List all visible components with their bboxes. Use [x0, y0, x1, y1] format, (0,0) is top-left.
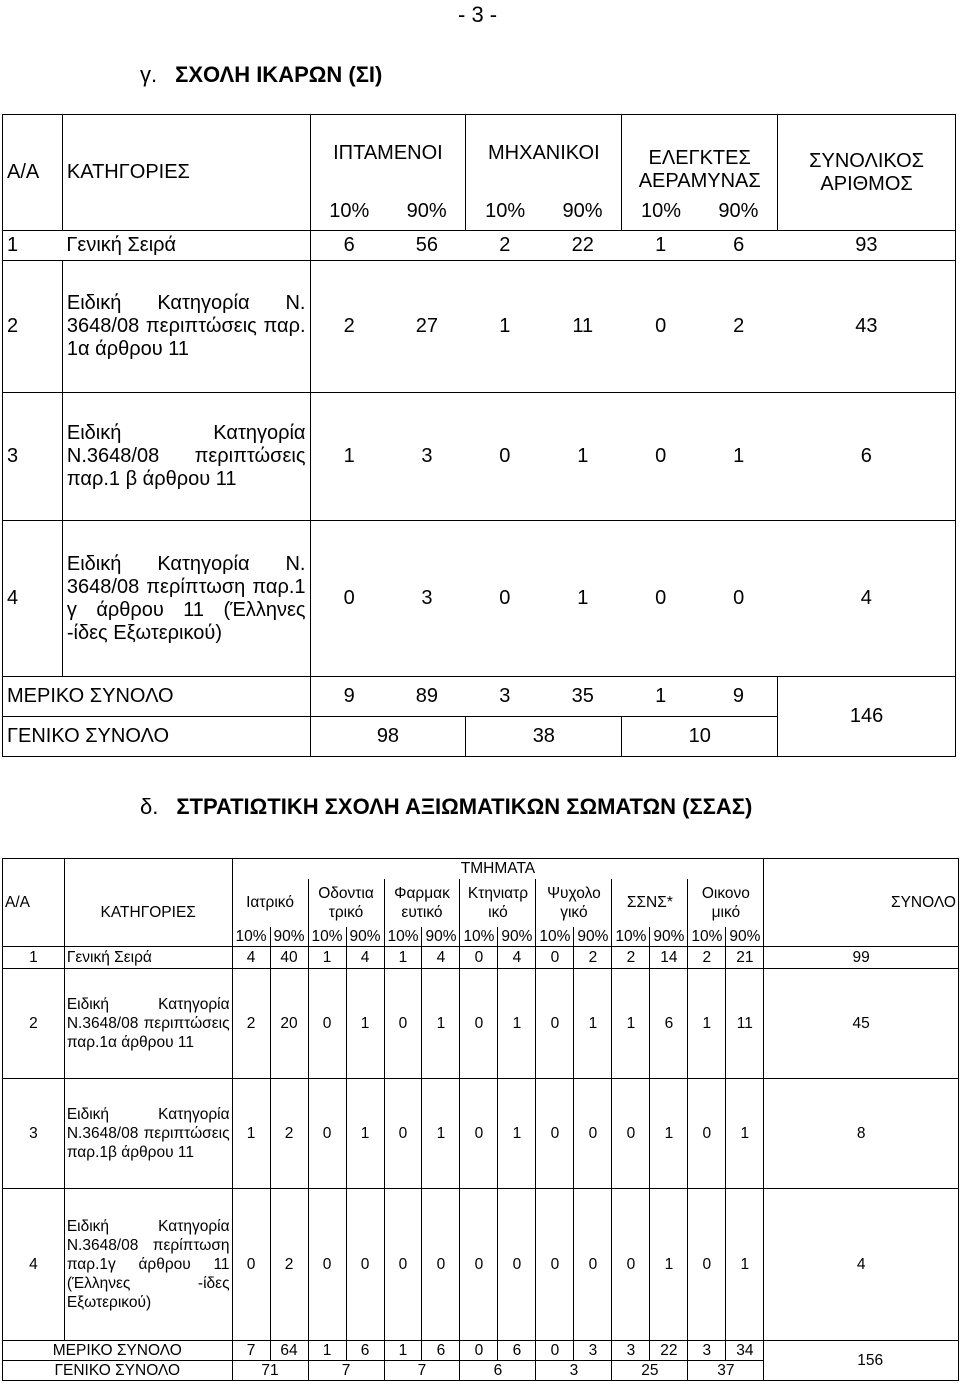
partial-total-value: 34 [726, 1341, 764, 1361]
row-value: 11 [544, 261, 622, 393]
row-aa: 1 [3, 947, 65, 969]
header-group: Οικονο μικό [688, 879, 764, 927]
partial-total-value: 1 [622, 677, 700, 717]
row-value: 0 [384, 1189, 422, 1341]
header-percent: 90% [650, 927, 688, 947]
partial-total-value: 7 [232, 1341, 270, 1361]
table-row [3, 1079, 959, 1189]
header-departments: ΤΜΗΜΑΤΑ [232, 859, 764, 879]
row-value: 0 [536, 947, 574, 969]
partial-total-row [3, 677, 956, 717]
row-value: 2 [270, 1189, 308, 1341]
row-value: 4 [232, 947, 270, 969]
grand-total-group: 98 [310, 717, 466, 757]
row-aa: 4 [3, 521, 63, 677]
row-total: 6 [778, 393, 956, 521]
row-value: 40 [270, 947, 308, 969]
row-value: 0 [612, 1189, 650, 1341]
row-value: 0 [308, 1079, 346, 1189]
section-g-title-text: ΣΧΟΛΗ ΙΚΑΡΩΝ (ΣΙ) [175, 62, 383, 87]
row-category: Ειδική Κατηγορία Ν.3648/08 περιπτώσεις παρ.1α άρθρου 11 [64, 969, 232, 1079]
row-value: 3 [388, 393, 466, 521]
table-row [3, 969, 959, 1079]
header-percent: 10% [232, 927, 270, 947]
grand-total-group: 38 [466, 717, 622, 757]
row-value: 6 [310, 231, 388, 261]
row-value: 1 [346, 1079, 384, 1189]
row-value: 1 [726, 1079, 764, 1189]
row-value: 4 [498, 947, 536, 969]
header-percent: 90% [388, 193, 466, 231]
row-value: 1 [308, 947, 346, 969]
row-value: 22 [544, 231, 622, 261]
header-percent: 10% [612, 927, 650, 947]
row-value: 1 [700, 393, 778, 521]
row-value: 1 [346, 969, 384, 1079]
header-percent: 90% [422, 927, 460, 947]
row-value: 0 [574, 1189, 612, 1341]
row-value: 0 [460, 947, 498, 969]
grand-total-group: 6 [460, 1361, 536, 1381]
partial-total-label: ΜΕΡΙΚΟ ΣΥΝΟΛΟ [3, 677, 311, 717]
row-value: 0 [308, 969, 346, 1079]
header-percent: 90% [544, 193, 622, 231]
header-group: ΜΗΧΑΝΙΚΟΙ [466, 115, 622, 193]
partial-total-label: ΜΕΡΙΚΟ ΣΥΝΟΛΟ [3, 1341, 233, 1361]
row-value: 0 [346, 1189, 384, 1341]
section-d-title [140, 794, 752, 820]
header-categories: ΚΑΤΗΓΟΡΙΕΣ [62, 115, 310, 231]
section-d-title-text: ΣΤΡΑΤΙΩΤΙΚΗ ΣΧΟΛΗ ΑΞΙΩΜΑΤΙΚΩΝ ΣΩΜΑΤΩΝ (ΣΣΑΣ) [176, 794, 753, 819]
partial-total-value: 1 [308, 1341, 346, 1361]
row-value: 0 [232, 1189, 270, 1341]
partial-total-value: 6 [422, 1341, 460, 1361]
partial-total-value: 0 [536, 1341, 574, 1361]
section-g-title [140, 62, 382, 88]
grand-total-group: 71 [232, 1361, 308, 1381]
partial-total-value: 6 [346, 1341, 384, 1361]
header-percent: 90% [574, 927, 612, 947]
row-category: Ειδική Κατηγορία Ν. 3648/08 περίπτωση παρ.1 γ άρθρου 11 (Έλληνες -ίδες Εξωτερικού) [62, 521, 310, 677]
row-value: 0 [460, 1189, 498, 1341]
partial-total-value: 3 [466, 677, 544, 717]
header-aa: Α/Α [3, 859, 65, 947]
row-value: 6 [700, 231, 778, 261]
section-g-table [2, 114, 956, 757]
grand-total-group: 37 [688, 1361, 764, 1381]
row-value: 21 [726, 947, 764, 969]
row-value: 0 [688, 1189, 726, 1341]
header-percent: 10% [384, 927, 422, 947]
row-value: 0 [460, 969, 498, 1079]
row-aa: 4 [3, 1189, 65, 1341]
row-value: 2 [270, 1079, 308, 1189]
row-total: 8 [764, 1079, 959, 1189]
grand-total-group: 3 [536, 1361, 612, 1381]
row-value: 0 [536, 1189, 574, 1341]
row-category: Γενική Σειρά [62, 231, 310, 261]
table-row [3, 261, 956, 393]
partial-total-value: 3 [688, 1341, 726, 1361]
row-value: 1 [650, 1079, 688, 1189]
header-group: Κτηνιατρ ικό [460, 879, 536, 927]
row-value: 0 [622, 393, 700, 521]
row-value: 3 [388, 521, 466, 677]
header-percent: 10% [688, 927, 726, 947]
header-total: ΣΥΝΟΛΙΚΟΣ ΑΡΙΘΜΟΣ [778, 115, 956, 231]
row-value: 0 [688, 1079, 726, 1189]
row-value: 1 [544, 521, 622, 677]
partial-total-value: 6 [498, 1341, 536, 1361]
partial-total-value: 64 [270, 1341, 308, 1361]
header-group: Οδοντια τρικό [308, 879, 384, 927]
row-value: 1 [498, 969, 536, 1079]
partial-total-value: 3 [612, 1341, 650, 1361]
grand-total-group: 10 [622, 717, 778, 757]
row-value: 0 [498, 1189, 536, 1341]
row-value: 2 [574, 947, 612, 969]
row-value: 0 [622, 261, 700, 393]
header-percent: 90% [498, 927, 536, 947]
table-row [3, 1189, 959, 1341]
section-g-letter: γ. [140, 62, 158, 87]
row-value: 0 [574, 1079, 612, 1189]
row-aa: 2 [3, 969, 65, 1079]
row-aa: 3 [3, 1079, 65, 1189]
row-value: 0 [622, 521, 700, 677]
row-value: 4 [346, 947, 384, 969]
table-row [3, 231, 956, 261]
header-percent: 90% [700, 193, 778, 231]
row-value: 2 [688, 947, 726, 969]
header-percent: 10% [536, 927, 574, 947]
row-total: 43 [778, 261, 956, 393]
section-d-letter: δ. [140, 794, 159, 819]
header-percent: 10% [308, 927, 346, 947]
row-value: 14 [650, 947, 688, 969]
partial-total-value: 3 [574, 1341, 612, 1361]
row-value: 0 [308, 1189, 346, 1341]
page-number: - 3 - [458, 2, 498, 27]
row-value: 0 [536, 969, 574, 1079]
row-category: Ειδική Κατηγορία Ν.3648/08 περιπτώσεις παρ.1 β άρθρου 11 [62, 393, 310, 521]
row-value: 56 [388, 231, 466, 261]
header-group: Φαρμακ ευτικό [384, 879, 460, 927]
row-value: 1 [498, 1079, 536, 1189]
table-row [3, 393, 956, 521]
row-value: 2 [232, 969, 270, 1079]
partial-total-value: 9 [700, 677, 778, 717]
row-value: 0 [310, 521, 388, 677]
grand-total-label: ΓΕΝΙΚΟ ΣΥΝΟΛΟ [3, 717, 311, 757]
header-total: ΣΥΝΟΛΟ [764, 859, 959, 947]
header-categories: ΚΑΤΗΓΟΡΙΕΣ [64, 859, 232, 947]
table-row [3, 521, 956, 677]
row-value: 0 [460, 1079, 498, 1189]
header-percent: 10% [460, 927, 498, 947]
header-percent: 10% [622, 193, 700, 231]
header-group: ΙΠΤΑΜΕΝΟΙ [310, 115, 466, 193]
grand-total-group: 7 [384, 1361, 460, 1381]
row-value: 0 [422, 1189, 460, 1341]
header-percent: 90% [726, 927, 764, 947]
row-value: 20 [270, 969, 308, 1079]
row-aa: 1 [3, 231, 63, 261]
header-group: Ψυχολο γικό [536, 879, 612, 927]
partial-total-value: 22 [650, 1341, 688, 1361]
row-total: 4 [778, 521, 956, 677]
row-value: 27 [388, 261, 466, 393]
grand-total-value: 146 [778, 677, 956, 757]
row-value: 1 [612, 969, 650, 1079]
row-value: 1 [310, 393, 388, 521]
table-row [3, 947, 959, 969]
partial-total-row [3, 1341, 959, 1361]
row-category: Ειδική Κατηγορία Ν.3648/08 περίπτωση παρ.1γ άρθρου 11 (Έλληνες -ίδες Εξωτερικού) [64, 1189, 232, 1341]
row-value: 4 [422, 947, 460, 969]
grand-total-group: 25 [612, 1361, 688, 1381]
row-value: 1 [422, 969, 460, 1079]
partial-total-value: 35 [544, 677, 622, 717]
header-percent: 90% [270, 927, 308, 947]
partial-total-value: 89 [388, 677, 466, 717]
row-total: 45 [764, 969, 959, 1079]
partial-total-value: 9 [310, 677, 388, 717]
row-value: 0 [700, 521, 778, 677]
row-category: Γενική Σειρά [64, 947, 232, 969]
row-category: Ειδική Κατηγορία Ν. 3648/08 περιπτώσεις παρ. 1α άρθρου 11 [62, 261, 310, 393]
header-group: ΣΣΝΣ* [612, 879, 688, 927]
row-category: Ειδική Κατηγορία Ν.3648/08 περιπτώσεις παρ.1β άρθρου 11 [64, 1079, 232, 1189]
row-value: 1 [544, 393, 622, 521]
row-value: 0 [536, 1079, 574, 1189]
row-value: 1 [232, 1079, 270, 1189]
row-value: 1 [574, 969, 612, 1079]
header-aa: Α/Α [3, 115, 63, 231]
section-d-table [2, 858, 959, 1381]
row-value: 1 [650, 1189, 688, 1341]
row-total: 93 [778, 231, 956, 261]
header-group: ΕΛΕΓΚΤΕΣ ΑΕΡΑΜΥΝΑΣ [622, 115, 778, 193]
row-value: 0 [466, 521, 544, 677]
row-value: 2 [700, 261, 778, 393]
partial-total-value: 1 [384, 1341, 422, 1361]
header-percent: 10% [466, 193, 544, 231]
row-value: 1 [688, 969, 726, 1079]
row-value: 2 [612, 947, 650, 969]
grand-total-value: 156 [764, 1341, 959, 1381]
row-value: 1 [384, 947, 422, 969]
row-value: 0 [466, 393, 544, 521]
header-percent: 10% [310, 193, 388, 231]
row-aa: 2 [3, 261, 63, 393]
row-value: 1 [422, 1079, 460, 1189]
header-group: Ιατρικό [232, 879, 308, 927]
grand-total-label: ΓΕΝΙΚΟ ΣΥΝΟΛΟ [3, 1361, 233, 1381]
header-percent: 90% [346, 927, 384, 947]
row-value: 0 [612, 1079, 650, 1189]
row-total: 99 [764, 947, 959, 969]
row-value: 0 [384, 969, 422, 1079]
row-value: 6 [650, 969, 688, 1079]
row-value: 1 [622, 231, 700, 261]
row-value: 1 [726, 1189, 764, 1341]
row-value: 11 [726, 969, 764, 1079]
row-total: 4 [764, 1189, 959, 1341]
partial-total-value: 0 [460, 1341, 498, 1361]
row-value: 0 [384, 1079, 422, 1189]
row-aa: 3 [3, 393, 63, 521]
row-value: 2 [466, 231, 544, 261]
row-value: 2 [310, 261, 388, 393]
row-value: 1 [466, 261, 544, 393]
grand-total-group: 7 [308, 1361, 384, 1381]
